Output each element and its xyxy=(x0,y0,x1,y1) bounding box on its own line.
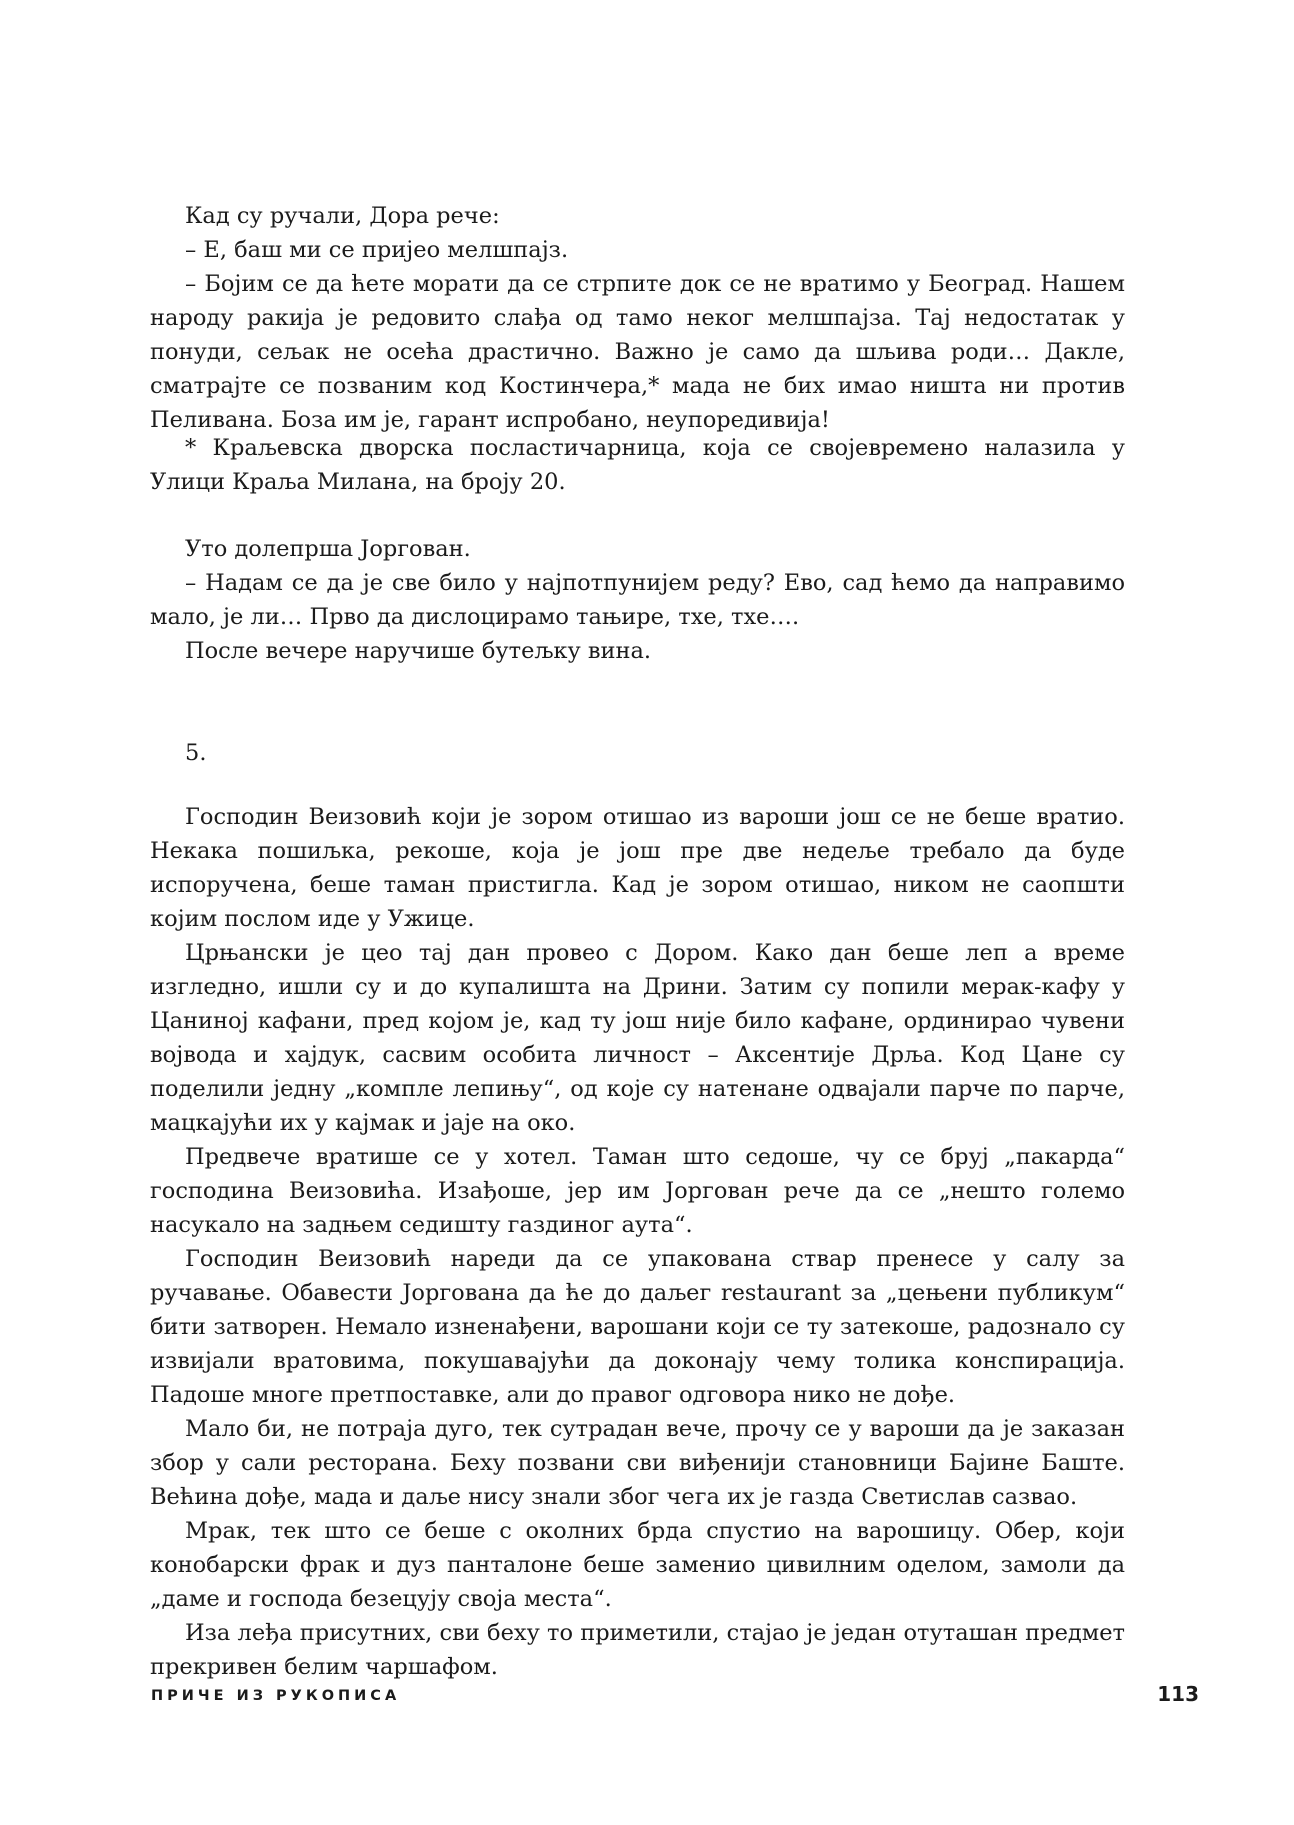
paragraph: Црњански је цео тај дан провео с Дором. Како дан беше леп а време изгледно, ишли су и до купалишта на Дрини. Затим су попили мерак-кафу у Цаниној кафани, пред којом је, кад ту још није било кафане, ординирао чувени војвода и хајдук, сасвим особита личност – Аксентије Дрља. Код Цане су поделили једну „комплe лепињу“, од које су натенане одвајали парче по парче, мацкајући их у кајмак и јаје на око. xyxy=(150,940,1125,1136)
paragraph: Мрак, тек што се беше с околних брда спустио на варошицу. Обер, који конобарски фрак и дуз панталоне беше заменио цивилним оделом, замоли да „даме и господа безецују своја места“. xyxy=(150,1518,1125,1612)
paragraph: – Е, баш ми се пријео мелшпајз. xyxy=(185,237,569,263)
paragraph: Уто долепрша Јоргован. xyxy=(185,536,471,562)
paragraph: – Надам се да је све било у најпотпунијем реду? Ево, сад ћемо да направимо мало, је ли… Прво да дислоцирамо тањире, тхе, тхе…. xyxy=(150,570,1125,630)
paragraph: Господин Веизовић који је зором отишао из вароши још се не беше вратио. Некака пошиљка, рекоше, која је још пре две недеље требало да буде испоручена, беше таман пристигла. Кад је зором отишао, ником не саопшти којим послом иде у Ужице. xyxy=(150,804,1125,932)
running-footer-title: ПРИЧЕ ИЗ РУКОПИСА xyxy=(151,1688,401,1704)
footnote-text: * Краљевска дворска посластичарница, која се својевремено налазила у Улици Краља Милана, на броју 20. xyxy=(150,435,1125,495)
paragraph: Мало би, не потраја дуго, тек сутрадан вече, прочу се у вароши да је заказан збор у сали ресторана. Беху позвани сви виђенији становници Бајине Баште. Већина дође, мада и даље нису знали због чега их је газда Светислав сазвао. xyxy=(150,1416,1125,1510)
paragraph: Кад су ручали, Дора рече: xyxy=(185,203,500,229)
chapter-body xyxy=(150,800,1125,1684)
paragraph: Господин Веизовић нареди да се упакована ствар пренесе у салу за ручавање. Обавести Јорговaна да ће до даљег restaurant за „цењени публикум“ бити затворен. Немало изненађени, варошани који се ту затекоше, радознало су извијали вратовима, покушавајући да доконају чему толика конспирација. Падоше многе претпоставке, али до правог одговора нико не дође. xyxy=(150,1246,1125,1408)
paragraph: – Бојим се да ћете морати да се стрпите док се не вратимо у Београд. Нашем народу ракија је редовито слађа од тамо неког мелшпајза. Тај недостатак у понуди, сељак не осећа драстично. Важно је само да шљива роди… Дакле, сматрајте се позваним код Костинчера,* мада не бих имао ништа ни против Пеливана. Боза им је, гарант испробано, неупоредивија! xyxy=(150,271,1125,433)
paragraph: Предвече вратише се у хотел. Таман што седоше, чу се бруј „пакарда“ господина Веизовића. Изађоше, јер им Јоргован рече да се „нешто големо насукало на задњем седишту газдиног аута“. xyxy=(150,1144,1125,1238)
paragraph: После вечере наручише бутељку вина. xyxy=(185,638,652,664)
paragraph: Иза леђа присутних, сви беху то приметили, стајао је један отуташан предмет прекривен белим чаршафом. xyxy=(150,1620,1125,1680)
jorgovan-scene xyxy=(150,532,1125,668)
page-number: 113 xyxy=(1157,1682,1199,1706)
footnote xyxy=(150,431,1125,499)
section-heading xyxy=(150,736,1125,770)
section-number: 5. xyxy=(185,740,207,766)
dinner-dialogue xyxy=(150,199,1125,437)
